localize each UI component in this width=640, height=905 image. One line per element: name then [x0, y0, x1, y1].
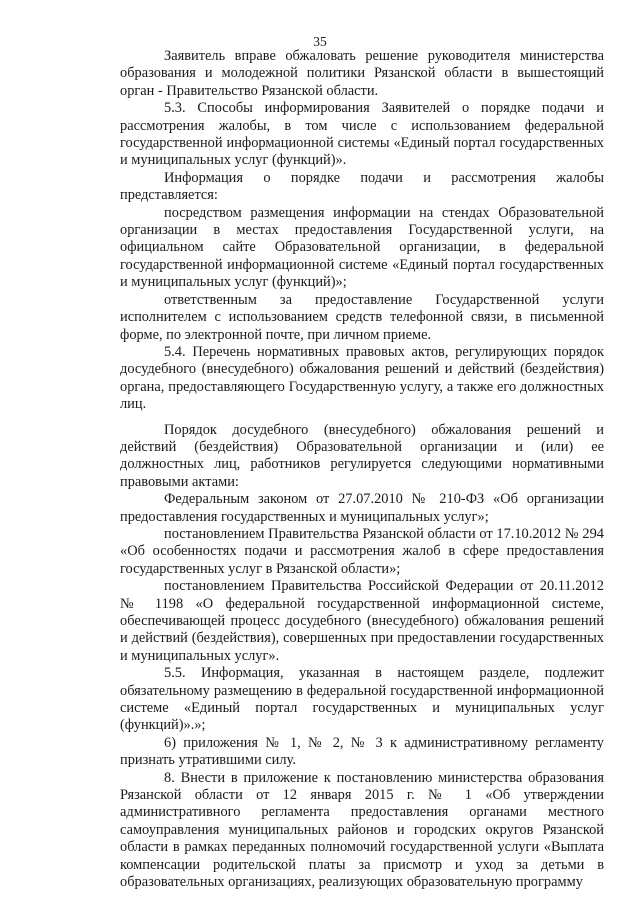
paragraph: постановлением Правительства Российской Федерации от 20.11.2012 № 1198 «О федеральной государственной информационной системе, обеспечивающей процесс досудебного (внесудебного) обжалования решений и действий (бездействия), совершенных при предоставлении государственных и муниципальных услуг». [120, 578, 604, 664]
paragraph: 5.5. Информация, указанная в настоящем разделе, подлежит обязательному размещению в федеральной государственной информационной системе «Единый портал государственных и муниципальных услуг (функций)».»; [120, 665, 604, 734]
paragraph: Информация о порядке подачи и рассмотрения жалобы представляется: [120, 169, 604, 204]
paragraph: посредством размещения информации на стендах Образовательной организации в местах предоставления Государственной услуги, на официальном сайте Образовательной организации, в федеральной государственной информационной системе «Единый портал государственных и муниципальных услуг (функций)»; [120, 204, 604, 291]
paragraph: 6) приложения № 1, № 2, № 3 к административному регламенту признать утратившими силу. [120, 734, 604, 769]
page-number: 35 [313, 34, 327, 49]
paragraph: 8. Внести в приложение к постановлению министерства образования Рязанской области от 12 января 2015 г. № 1 «Об утверждении административного регламента предоставления органами местного самоуправления муниципальных районов и городских округов Рязанской области в рамках переданных полномочий государственной услуги «Выплата компенсации родительской платы за присмотр и уход за детьми в образовательных организациях, реализующих образовательную программу [120, 769, 604, 891]
paragraph: ответственным за предоставление Государственной услуги исполнителем с использованием средств телефонной связи, в письменной форме, по электронной почте, при личном приеме. [120, 291, 604, 343]
document-body [120, 48, 604, 892]
paragraph: 5.3. Способы информирования Заявителей о порядке подачи и рассмотрения жалобы, в том числе с использованием федеральной государственной информационной системы «Единый портал государственных и муниципальных услуг (функций)». [120, 100, 604, 169]
paragraph-spacer [120, 414, 604, 422]
paragraph: Заявитель вправе обжаловать решение руководителя министерства образования и молодежной политики Рязанской области в вышестоящий орган - Правительство Рязанской области. [120, 48, 604, 99]
paragraph: Порядок досудебного (внесудебного) обжалования решений и действий (бездействия) Образовательной организации и (или) ее должностных лиц, работников регулируется следующими нормативными правовыми актами: [120, 421, 604, 490]
paragraph: 5.4. Перечень нормативных правовых актов, регулирующих порядок досудебного (внесудебного) обжалования решений и действий (бездействия) органа, предоставляющего Государственную услугу, а также его должностных лиц. [120, 343, 604, 413]
paragraph: Федеральным законом от 27.07.2010 № 210-ФЗ «Об организации предоставления государственных и муниципальных услуг»; [120, 491, 604, 525]
paragraph: постановлением Правительства Рязанской области от 17.10.2012 № 294 «Об особенностях подачи и рассмотрения жалоб в сфере предоставления государственных услуг в Рязанской области»; [120, 525, 604, 577]
